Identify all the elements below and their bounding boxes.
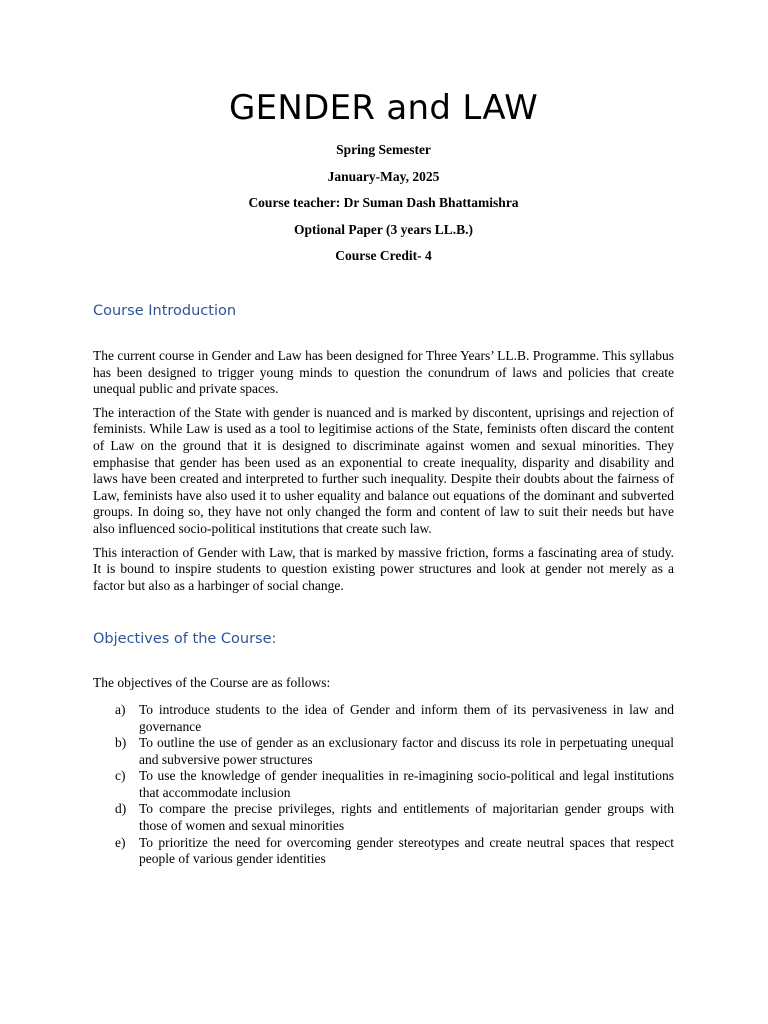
objectives-heading: Objectives of the Course:	[93, 631, 277, 648]
intro-paragraph: This interaction of Gender with Law, that is marked by massive friction, forms a fascinating area of study. It is bound to inspire students to question existing power structures and look at gender not merely as a factor but also as a harbinger of social change.	[93, 544, 674, 593]
objective-text: To compare the precise privileges, rights and entitlements of majoritarian gender groups with those of women and sexual minorities	[139, 801, 674, 834]
objective-item	[93, 835, 674, 868]
objectives-intro: The objectives of the Course are as follows:	[93, 675, 331, 691]
semester-line: Spring Semester	[336, 142, 431, 157]
course-credit-line: Course Credit- 4	[335, 248, 432, 263]
objective-item	[93, 801, 674, 834]
list-marker: d)	[115, 801, 127, 817]
objective-text: To prioritize the need for overcoming gender stereotypes and create neutral spaces that respect people of various gender identities	[139, 834, 674, 867]
course-meta	[93, 141, 674, 265]
list-marker: e)	[115, 834, 126, 850]
paper-type-line: Optional Paper (3 years LL.B.)	[293, 221, 473, 237]
list-marker: c)	[115, 768, 126, 784]
objective-text: To introduce students to the idea of Gender and inform them of its pervasiveness in law and governance	[139, 701, 674, 734]
intro-paragraph: The interaction of the State with gender is nuanced and is marked by discontent, uprisings and rejection of feminists. While Law is used as a tool to legitimise actions of the State, feminists often discard the content of Law on the ground that it is designed to discriminate against women and sexual minorities. They emphasise that gender has been used as an exponential to create inequality, disparity and disability and laws have been created and interpreted to further such inequality. Despite their doubts about the fairness of Law, feminists have also used it to usher equality and balance out equations of the dominant and subverted groups. In doing so, they have not only changed the form and content of law to suit their needs but have also influenced socio-political institutions that create such law.	[93, 404, 674, 536]
objective-text: To outline the use of gender as an exclusionary factor and discuss its role in perpetuating unequal and subversive power structures	[139, 735, 674, 767]
objectives-list	[93, 702, 674, 868]
objective-item	[93, 768, 674, 801]
intro-paragraph: The current course in Gender and Law has been designed for Three Years’ LL.B. Programme. This syllabus has been designed to trigger young minds to question the conundrum of laws and policies that create unequal public and private spaces.	[93, 348, 674, 397]
objective-text: To use the knowledge of gender inequalities in re-imagining socio-political and legal institutions that accommodate inclusion	[139, 768, 674, 800]
course-introduction-heading: Course Introduction	[93, 303, 237, 319]
course-teacher-line: Course teacher: Dr Suman Dash Bhattamishra	[248, 195, 519, 210]
objective-item	[93, 735, 674, 768]
objective-item	[93, 702, 674, 735]
document-title: GENDER and LAW	[228, 88, 539, 128]
list-marker: a)	[115, 701, 126, 717]
date-range-line: January-May, 2025	[327, 168, 440, 184]
list-marker: b)	[115, 735, 127, 751]
